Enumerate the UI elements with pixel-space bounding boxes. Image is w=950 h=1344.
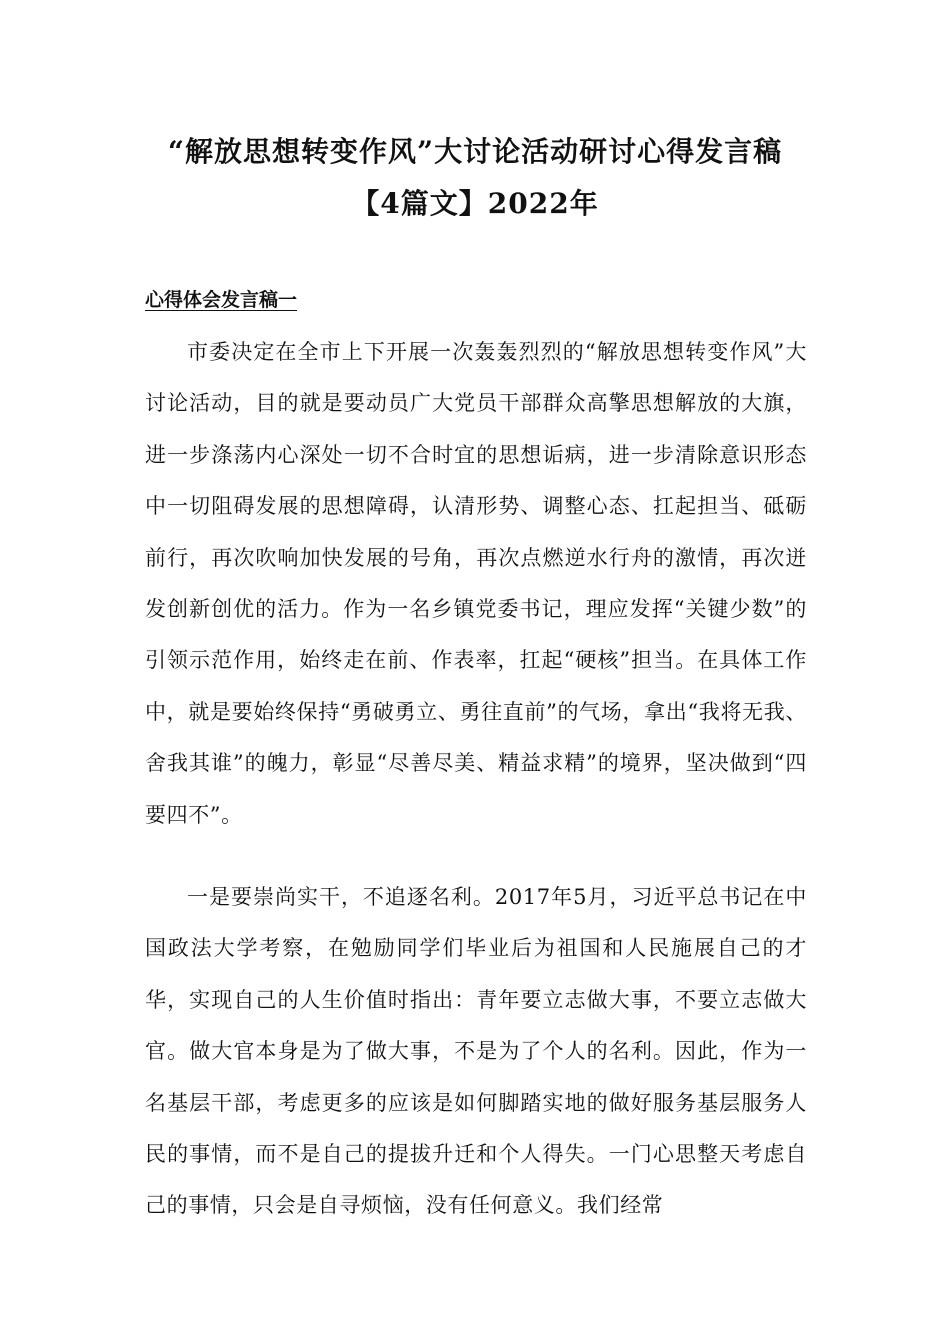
paragraph-2: 一是要崇尚实干，不追逐名利。2017年5月，习近平总书记在中国政法大学考察，在勉励同学们毕业后为祖国和人民施展自己的才华，实现自己的人生价值时指出：青年要立志做大事，不要立志做大官。做大官本身是为了做大事，不是为了个人的名利。因此，作为一名基层干部，考虑更多的应该是如何脚踏实地的做好服务基层服务人民的事情，而不是自己的提拔升迁和个人得失。一门心思整天考虑自己的事情，只会是自寻烦恼，没有任何意义。我们经常 bbox=[145, 885, 807, 1218]
section-heading: 心得体会发言稿一 bbox=[145, 289, 298, 311]
document-title-line2: 【4篇文】2022年 bbox=[351, 187, 599, 220]
paragraph-1: 市委决定在全市上下开展一次轰轰烈烈的“解放思想转变作风”大讨论活动，目的就是要动员广大党员干部群众高擎思想解放的大旗，进一步涤荡内心深处一切不合时宜的思想诟病，进一步清除意识形态中一切阻碍发展的思想障碍，认清形势、调整心态、扛起担当、砥砺前行，再次吹响加快发展的号角，再次点燃逆水行舟的激情，再次迸发创新创优的活力。作为一名乡镇党委书记，理应发挥“关键少数”的引领示范作用，始终走在前、作表率，扛起“硬核”担当。在具体工作中，就是要始终保持“勇破勇立、勇往直前”的气场，拿出“我将无我、舍我其谁”的魄力，彰显“尽善尽美、精益求精”的境界，坚决做到“四要四不”。 bbox=[145, 340, 807, 827]
document-title-line1: “解放思想转变作风”大讨论活动研讨心得发言稿 bbox=[167, 135, 783, 168]
